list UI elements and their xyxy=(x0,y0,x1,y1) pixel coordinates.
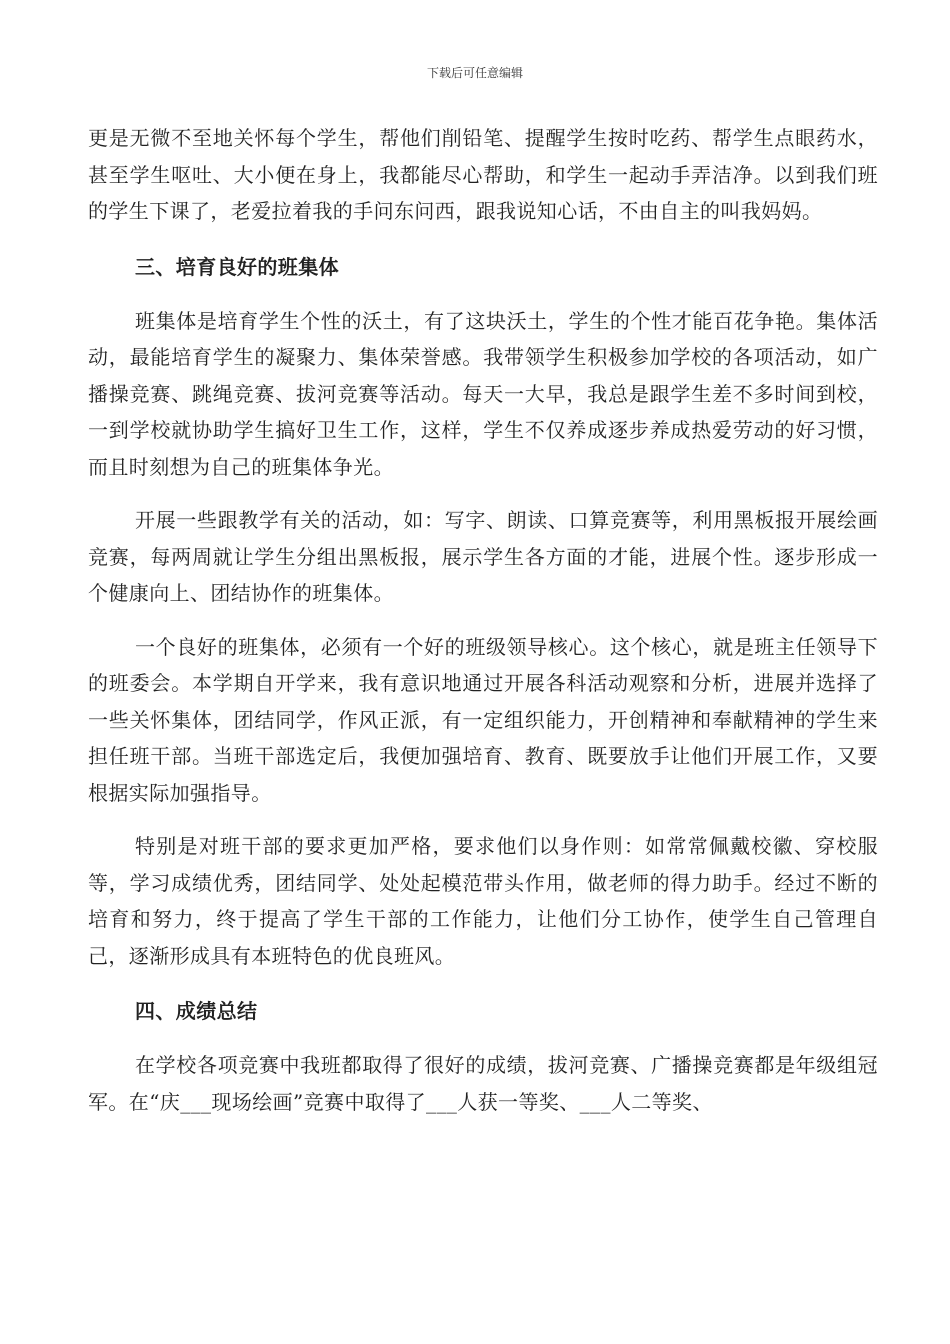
paragraph-cadre-requirements: 特别是对班干部的要求更加严格，要求他们以身作则：如常常佩戴校徽、穿校服等，学习成绩优秀，团结同学、处处起模范带头作用，做老师的得力助手。经过不断的培育和努力，终于提高了学生干部的工作能力，让他们分工协作，使学生自己管理自己，逐渐形成具有本班特色的优良班风。 xyxy=(88,834,878,968)
section-heading-3: 三、培育良好的班集体 xyxy=(135,254,339,279)
paragraph-class-collective: 班集体是培育学生个性的沃土，有了这块沃土，学生的个性才能百花争艳。集体活动，最能培育学生的凝聚力、集体荣誉感。我带领学生积极参加学校的各项活动，如广播操竞赛、跳绳竞赛、拔河竞赛等活动。每天一大早，我总是跟学生差不多时间到校，一到学校就协助学生搞好卫生工作，这样，学生不仅养成逐步养成热爱劳动的好习惯，而且时刻想为自己的班集体争光。 xyxy=(88,308,878,479)
paragraph-class-committee: 一个良好的班集体，必须有一个好的班级领导核心。这个核心，就是班主任领导下的班委会。本学期自开学来，我有意识地通过开展各科活动观察和分析，进展并选择了一些关怀集体，团结同学，作风正派，有一定组织能力，开创精神和奉献精神的学生来担任班干部。当班干部选定后，我便加强培育、教育、既要放手让他们开展工作，又要根据实际加强指导。 xyxy=(88,634,878,805)
page-header: 下载后可任意编辑 xyxy=(426,66,523,80)
paragraph-achievements: 在学校各项竞赛中我班都取得了很好的成绩，拔河竞赛、广播操竞赛都是年级组冠军。在“庆___现场绘画”竞赛中取得了___人获一等奖、___人二等奖、 xyxy=(88,1053,878,1114)
paragraph-continuation: 更是无微不至地关怀每个学生，帮他们削铅笔、提醒学生按时吃药、帮学生点眼药水，甚至学生呕吐、大小便在身上，我都能尽心帮助，和学生一起动手弄洁净。以到我们班的学生下课了，老爱拉着我的手问东问西，跟我说知心话，不由自主的叫我妈妈。 xyxy=(88,126,878,223)
paragraph-activities: 开展一些跟教学有关的活动，如：写字、朗读、口算竞赛等，利用黑板报开展绘画竞赛，每两周就让学生分组出黑板报，展示学生各方面的才能，进展个性。逐步形成一个健康向上、团结协作的班集体。 xyxy=(88,508,878,605)
section-heading-4: 四、成绩总结 xyxy=(135,999,258,1023)
document-body xyxy=(88,120,878,1120)
